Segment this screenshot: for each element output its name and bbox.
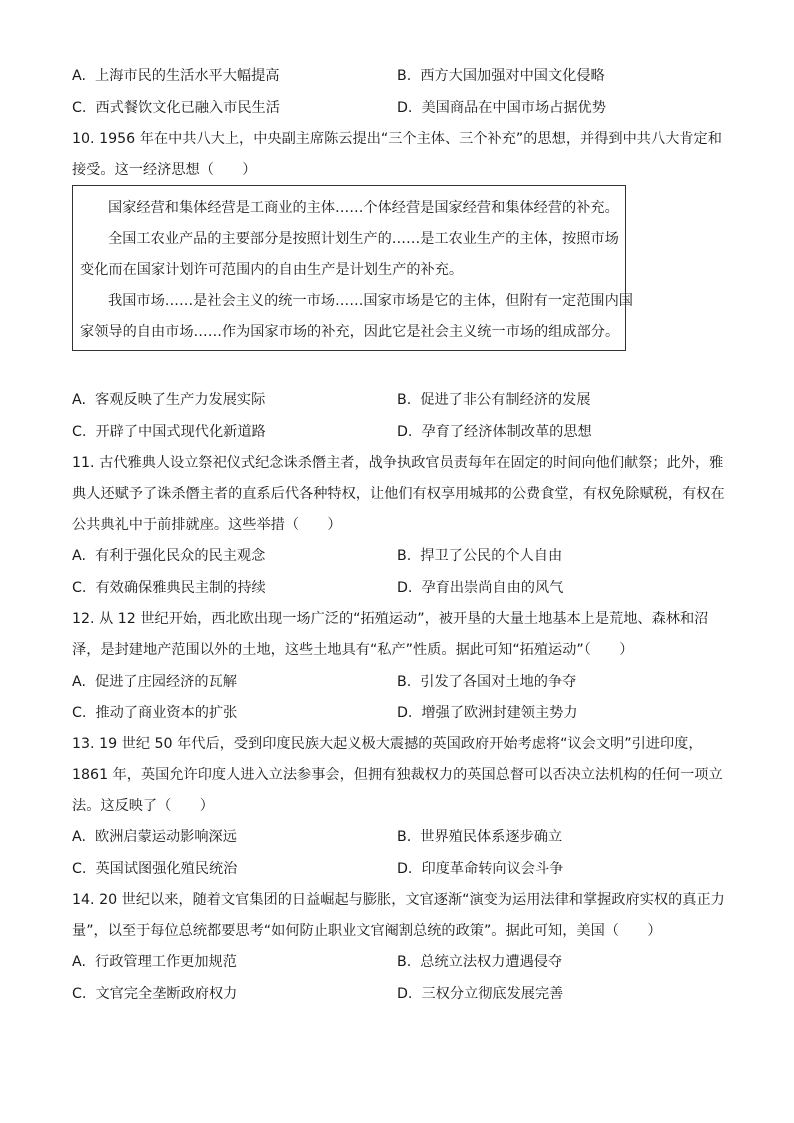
q14-option-a: A. 行政管理工作更加规范 [72, 954, 237, 970]
q11-option-b: B. 捍卫了公民的个人自由 [397, 548, 563, 564]
q9-option-b: B. 西方大国加强对中国文化侵略 [397, 68, 605, 84]
q14-option-b: B. 总统立法权力遭遇侵夺 [397, 954, 563, 970]
q10-stem-line2: 接受。这一经济思想（ ） [72, 162, 257, 178]
q12-option-d: D. 增强了欧洲封建领主势力 [397, 705, 578, 721]
q14-stem-line1: 14. 20 世纪以来，随着文官集团的日益崛起与膨胀，文官逐渐“演变为运用法律和掌握政府实权的真正力 [72, 892, 725, 908]
q14-stem-line2: 量”，以至于每位总统都要思考“如何防止职业文官阉割总统的政策”。据此可知，美国（ ） [72, 923, 662, 939]
q10-quote-line: 国家经营和集体经营是工商业的主体……个体经营是国家经营和集体经营的补充。 [108, 200, 619, 216]
q9-option-d: D. 美国商品在中国市场占据优势 [397, 100, 606, 116]
q12-option-c: C. 推动了商业资本的扩张 [72, 705, 238, 721]
q13-option-d: D. 印度革命转向议会斗争 [397, 861, 564, 877]
q11-option-a: A. 有利于强化民众的民主观念 [72, 548, 266, 564]
q11-stem-line3: 公共典礼中于前排就座。这些举措（ ） [72, 517, 342, 533]
q13-stem-line3: 法。这反映了（ ） [72, 798, 214, 814]
q11-stem-line2: 典人还赋予了诛杀僭主者的直系后代各种特权，让他们有权享用城邦的公费食堂，有权免除赋税，有权在 [72, 486, 725, 502]
q9-option-c: C. 西式餐饮文化已融入市民生活 [72, 100, 280, 116]
q10-quote-line: 全国工农业产品的主要部分是按照计划生产的……是工农业生产的主体，按照市场 [108, 231, 619, 247]
q13-option-a: A. 欧洲启蒙运动影响深远 [72, 829, 237, 845]
q12-stem-line1: 12. 从 12 世纪开始，西北欧出现一场广泛的“拓殖运动”，被开垦的大量土地基本上是荒地、森林和沼 [72, 611, 709, 627]
q13-option-b: B. 世界殖民体系逐步确立 [397, 829, 563, 845]
q10-option-c: C. 开辟了中国式现代化新道路 [72, 424, 266, 440]
q10-option-a: A. 客观反映了生产力发展实际 [72, 392, 266, 408]
q10-option-b: B. 促进了非公有制经济的发展 [397, 392, 591, 408]
q13-option-c: C. 英国试图强化殖民统治 [72, 861, 238, 877]
q14-option-c: C. 文官完全垄断政府权力 [72, 986, 238, 1002]
q12-stem-line2: 泽，是封建地产范围以外的土地，这些土地具有“私产”性质。据此可知“拓殖运动”（ ） [72, 642, 634, 658]
q10-quote-line: 变化而在国家计划许可范围内的自由生产是计划生产的补充。 [80, 262, 464, 278]
q11-option-c: C. 有效确保雅典民主制的持续 [72, 580, 266, 596]
q11-stem-line1: 11. 古代雅典人设立祭祀仪式纪念诛杀僭主者，战争执政官员责每年在固定的时间向他们献祭；此外，雅 [72, 455, 724, 471]
q10-quote-line: 家领导的自由市场……作为国家市场的补充，因此它是社会主义统一市场的组成部分。 [80, 324, 620, 340]
q13-stem-line2: 1861 年，英国允许印度人进入立法参事会，但拥有独裁权力的英国总督可以否决立法机构的任何一项立 [72, 767, 723, 783]
q10-quote-line: 我国市场……是社会主义的统一市场……国家市场是它的主体，但附有一定范围内国 [108, 293, 633, 309]
q12-option-b: B. 引发了各国对土地的争夺 [397, 674, 577, 690]
q13-stem-line1: 13. 19 世纪 50 年代后，受到印度民族大起义极大震撼的英国政府开始考虑将“议会文明”引进印度， [72, 736, 703, 752]
q11-option-d: D. 孕育出崇尚自由的风气 [397, 580, 564, 596]
q14-option-d: D. 三权分立彻底发展完善 [397, 986, 564, 1002]
q9-option-a: A. 上海市民的生活水平大幅提高 [72, 68, 280, 84]
q10-quote-box [72, 185, 633, 351]
q12-option-a: A. 促进了庄园经济的瓦解 [72, 674, 237, 690]
q10-option-d: D. 孕育了经济体制改革的思想 [397, 424, 592, 440]
q10-stem-line1: 10. 1956 年在中共八大上，中央副主席陈云提出“三个主体、三个补充”的思想，并得到中共八大肯定和 [72, 131, 722, 147]
